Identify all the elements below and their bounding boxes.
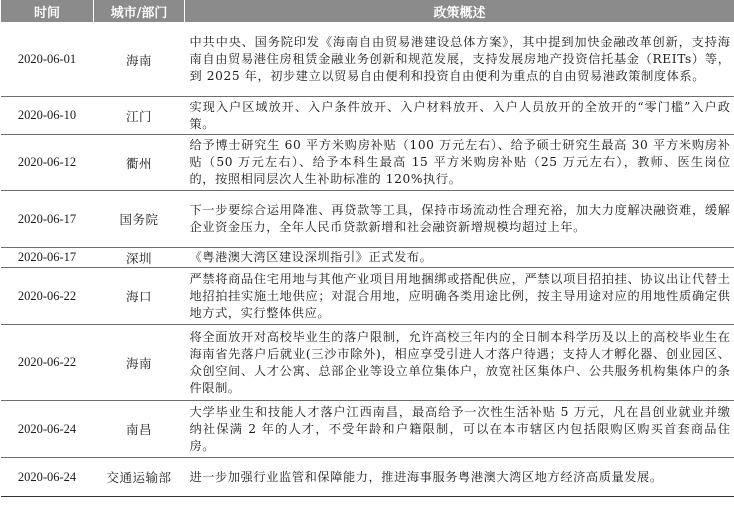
row-date: 2020-06-24: [1, 458, 94, 497]
row-city: 海南: [94, 23, 185, 97]
row-summary: 进一步加强行业监管和保障能力，推进海事服务粤港澳大湾区地方经济高质量发展。: [185, 458, 734, 497]
table-row: [1, 248, 734, 268]
header-city: 城市/部门: [94, 0, 185, 23]
row-city: 海南: [94, 325, 185, 401]
table-row: [1, 401, 734, 458]
row-summary: 下一步要综合运用降准、再贷款等工具，保持市场流动性合理充裕，加大力度解决融资难，缓解企业资金压力，全年人民币贷款新增和社会融资新增规模均超过上年。: [185, 191, 734, 248]
table-row: [1, 97, 734, 135]
table-row: [1, 325, 734, 401]
header-policy: 政策概述: [185, 0, 734, 23]
row-summary: 严禁将商品住宅用地与其他产业项目用地捆绑或搭配供应，严禁以项目招拍挂、协议出让代替土地招拍挂实施土地供应；对混合用地，应明确各类用途比例，按主导用途对应的用地性质确定供地方式，实行整体供应。: [185, 268, 734, 325]
row-date: 2020-06-24: [1, 401, 94, 458]
row-city: 南昌: [94, 401, 185, 458]
row-summary: 中共中央、国务院印发《海南自由贸易港建设总体方案》，其中提到加快金融改革创新，支持海南自由贸易港住房租赁金融业务创新和规范发展，支持发展房地产投资信托基金（REITs）等，到 2025 年，初步建立以贸易自由便利和投资自由便利为重点的自由贸易港政策制度体系。: [185, 23, 734, 97]
table-row: [1, 268, 734, 325]
table-row: [1, 23, 734, 97]
row-date: 2020-06-22: [1, 268, 94, 325]
row-city: 海口: [94, 268, 185, 325]
header-row: [1, 0, 734, 23]
row-city: 衢州: [94, 135, 185, 191]
row-summary: 将全面放开对高校毕业生的落户限制，允许高校三年内的全日制本科学历及以上的高校毕业生在海南省先落户后就业(三沙市除外)，相应享受引进人才落户待遇；支持人才孵化器、创业园区、众创空间、人才公寓、总部企业等设立单位集体户，放宽社区集体户、公共服务机构集体户的条件限制。: [185, 325, 734, 401]
row-date: 2020-06-17: [1, 191, 94, 248]
table-row: [1, 191, 734, 248]
table-row: [1, 458, 734, 497]
row-date: 2020-06-12: [1, 135, 94, 191]
row-date: 2020-06-01: [1, 23, 94, 97]
row-date: 2020-06-10: [1, 97, 94, 135]
row-summary: 实现入户区域放开、入户条件放开、入户材料放开、入户人员放开的全放开的“零门槛”入户政策。: [185, 97, 734, 135]
row-city: 深圳: [94, 248, 185, 268]
row-city: 国务院: [94, 191, 185, 248]
header-time: 时间: [1, 0, 94, 23]
row-summary: 《粤港澳大湾区建设深圳指引》正式发布。: [185, 248, 734, 268]
row-city: 江门: [94, 97, 185, 135]
row-summary: 给予博士研究生 60 平方米购房补贴（100 万元左右）、给予硕士研究生最高 30 平方米购房补贴（50 万元左右）、给予本科生最高 15 平方米购房补贴（25 万元左右），教师、医生岗位的，按照相同层次人生补助标准的 120%执行。: [185, 135, 734, 191]
row-city: 交通运输部: [94, 458, 185, 497]
table-row: [1, 135, 734, 191]
row-date: 2020-06-17: [1, 248, 94, 268]
row-summary: 大学毕业生和技能人才落户江西南昌，最高给予一次性生活补贴 5 万元，凡在昌创业就业并缴纳社保满 2 年的人才，不受年龄和户籍限制，可以在本市辖区内包括限购区购买首套商品住房。: [185, 401, 734, 458]
row-date: 2020-06-22: [1, 325, 94, 401]
